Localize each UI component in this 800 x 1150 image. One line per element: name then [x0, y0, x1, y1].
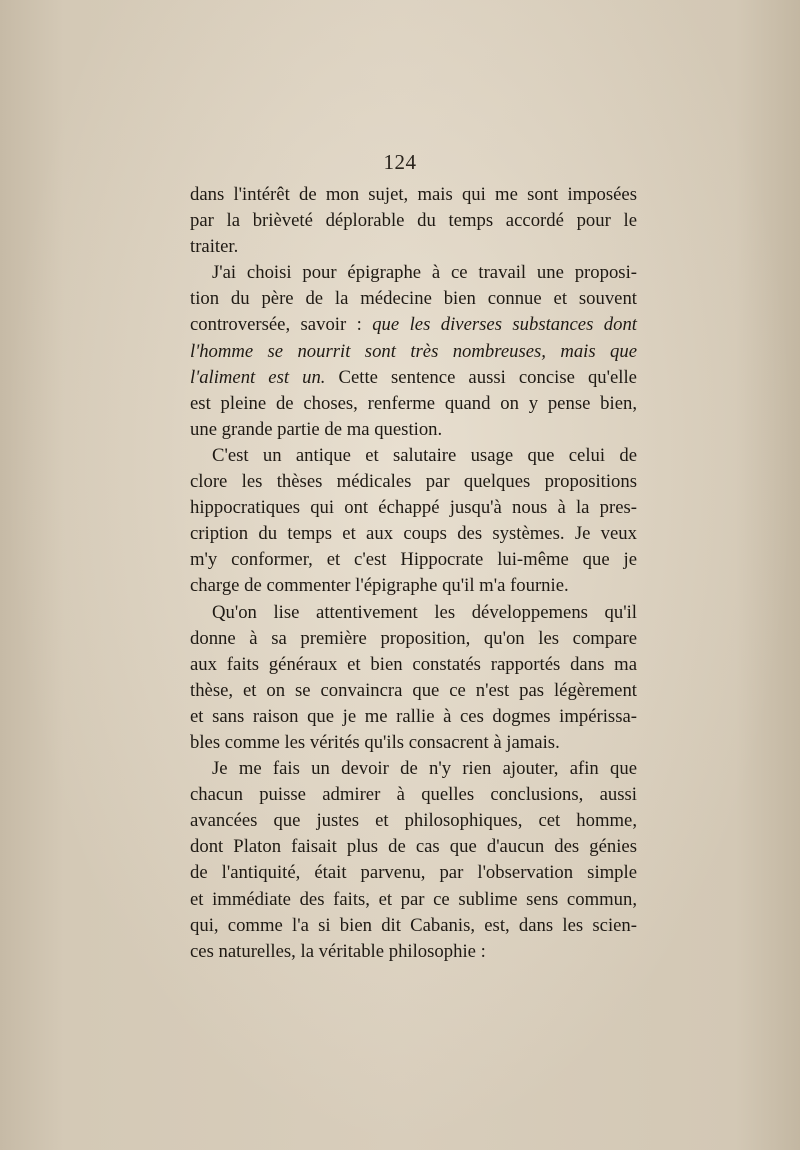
line-text: de l'antiquité, était parvenu, par l'observation simple [190, 862, 637, 884]
line-text: J'ai choisi pour épigraphe à ce travail une proposi- [212, 262, 637, 284]
text-line [190, 756, 637, 782]
line-text: C'est un antique et salutaire usage que celui de [212, 444, 637, 466]
line-text: thèse, et on se convaincra que ce n'est pas légèrement [190, 679, 637, 701]
text-line [190, 626, 637, 652]
line-text: avancées que justes et philosophiques, cet homme, [190, 810, 637, 832]
text-line [190, 939, 637, 965]
line-text: dont Platon faisait plus de cas que d'aucun des génies [190, 836, 637, 858]
text-line [190, 913, 637, 939]
line-text: par la brièveté déplorable du temps accordé pour le [190, 210, 637, 232]
line-text: charge de commenter l'épigraphe qu'il m'a fournie. [190, 575, 569, 597]
text-line [190, 834, 637, 860]
text-line [190, 860, 637, 886]
text-line [190, 495, 637, 521]
line-text: donne à sa première proposition, qu'on les compare [190, 627, 637, 649]
line-text: et sans raison que je me rallie à ces dogmes impérissa- [190, 705, 637, 727]
text-line [190, 339, 637, 365]
line-text: aux faits généraux et bien constatés rapportés dans ma [190, 653, 637, 675]
text-line [190, 704, 637, 730]
line-text: controversée, savoir : [190, 314, 373, 336]
line-text: traiter. [190, 236, 239, 258]
paragraph [190, 756, 637, 965]
text-line [190, 808, 637, 834]
line-text: chacun puisse admirer à quelles conclusions, aussi [190, 784, 637, 806]
italic-quote: que les diverses substances dont [372, 314, 637, 336]
line-text: Qu'on lise attentivement les développemens qu'il [212, 601, 637, 623]
text-line [190, 600, 637, 626]
line-text: une grande partie de ma question. [190, 418, 443, 440]
line-text: et immédiate des faits, et par ce sublime sens commun, [190, 888, 637, 910]
paragraph [190, 182, 637, 260]
line-text: tion du père de la médecine bien connue et souvent [190, 288, 637, 310]
text-line [190, 391, 637, 417]
text-line [190, 234, 637, 260]
line-text: bles comme les vérités qu'ils consacrent à jamais. [190, 731, 560, 753]
paragraph [190, 443, 637, 600]
text-line [190, 469, 637, 495]
text-line [190, 286, 637, 312]
text-line [190, 260, 637, 286]
line-text: hippocratiques qui ont échappé jusqu'à nous à la pres- [190, 497, 637, 519]
text-line [190, 521, 637, 547]
text-line [190, 887, 637, 913]
text-line [190, 443, 637, 469]
line-text: Cette sentence aussi concise qu'elle [325, 366, 637, 388]
line-text: m'y conformer, et c'est Hippocrate lui-même que je [190, 549, 637, 571]
text-line [190, 417, 637, 443]
text-line [190, 312, 637, 338]
line-text: dans l'intérêt de mon sujet, mais qui me sont imposées [190, 184, 637, 205]
paragraph [190, 600, 637, 757]
italic-quote: l'aliment est un. [190, 366, 326, 388]
text-line [190, 182, 637, 208]
line-text: ces naturelles, la véritable philosophie : [190, 940, 486, 962]
text-line [190, 678, 637, 704]
text-line [190, 573, 637, 599]
text-line [190, 547, 637, 573]
line-text: Je me fais un devoir de n'y rien ajouter, afin que [212, 758, 637, 780]
text-line [190, 730, 637, 756]
line-text: clore les thèses médicales par quelques propositions [190, 471, 637, 493]
line-text: cription du temps et aux coups des systèmes. Je veux [190, 523, 637, 545]
page-number: 124 [383, 150, 417, 174]
line-text: est pleine de choses, renferme quand on y pense bien, [190, 392, 637, 414]
italic-quote: l'homme se nourrit sont très nombreuses, mais que [190, 340, 637, 362]
text-line [190, 208, 637, 234]
text-line [190, 365, 637, 391]
body-text [190, 182, 637, 965]
text-line [190, 782, 637, 808]
text-line [190, 652, 637, 678]
line-text: qui, comme l'a si bien dit Cabanis, est, dans les scien- [190, 914, 637, 936]
paragraph [190, 260, 637, 443]
